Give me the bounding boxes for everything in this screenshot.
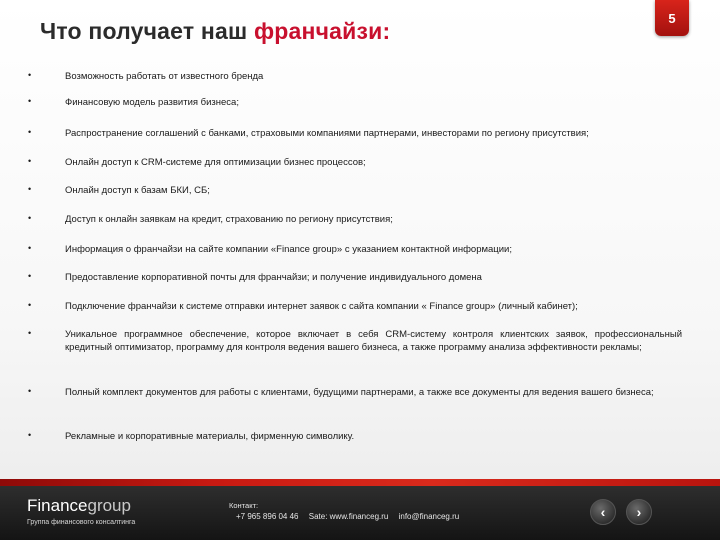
list-item bbox=[28, 184, 682, 197]
list-item-text: Рекламные и корпоративные материалы, фирменную символику. bbox=[65, 431, 355, 442]
logo-main: Finance bbox=[27, 496, 88, 515]
list-item bbox=[28, 213, 682, 226]
contact-email[interactable]: info@financeg.ru bbox=[398, 512, 460, 521]
chevron-right-icon: › bbox=[636, 504, 642, 520]
bullet: • bbox=[28, 328, 32, 338]
list-item bbox=[28, 127, 682, 140]
company-tagline: Группа финансового консалтинга bbox=[27, 519, 136, 526]
bullet: • bbox=[28, 213, 32, 223]
list-item bbox=[28, 430, 682, 443]
list-item-text: Уникальное программное обеспечение, которое включает в себя CRM-систему контроля клиентских заявок, профессиональный кредитный оптимизатор, программу для контроля ведения вашего бизнеса, а также программу анализа эффективности рекламы; bbox=[65, 329, 682, 353]
bullet: • bbox=[28, 243, 32, 253]
list-item bbox=[28, 156, 682, 169]
slide-title bbox=[40, 18, 390, 45]
list-item bbox=[28, 70, 682, 83]
bullet: • bbox=[28, 386, 32, 396]
contact-line bbox=[236, 512, 467, 521]
bullet: • bbox=[28, 184, 32, 194]
contact-site[interactable]: Sate: www.financeg.ru bbox=[308, 512, 389, 521]
bullet: • bbox=[28, 271, 32, 281]
next-slide-button[interactable] bbox=[626, 499, 652, 525]
list-item-text: Полный комплект документов для работы с клиентами, будущими партнерами, а также все документы для ведения вашего бизнеса; bbox=[65, 387, 654, 398]
list-item-text: Онлайн доступ к базам БКИ, СБ; bbox=[65, 185, 210, 196]
list-item-text: Распространение соглашений с банками, страховыми компаниями партнерами, инвесторами по региону присутствия; bbox=[65, 128, 589, 139]
bullet: • bbox=[28, 300, 32, 310]
company-logo bbox=[27, 496, 131, 516]
list-item-text: Доступ к онлайн заявкам на кредит, страхованию по региону присутствия; bbox=[65, 214, 393, 225]
list-item bbox=[28, 328, 682, 354]
list-item bbox=[28, 271, 682, 284]
page-number-badge: 5 bbox=[655, 0, 689, 36]
footer-accent-stripe bbox=[0, 479, 720, 486]
logo-group: group bbox=[87, 496, 131, 515]
title-prefix: Что получает наш bbox=[40, 18, 254, 44]
list-item-text: Финансовую модель развития бизнеса; bbox=[65, 97, 239, 108]
list-item bbox=[28, 300, 682, 313]
title-accent: франчайзи: bbox=[253, 18, 391, 44]
bullet: • bbox=[28, 156, 32, 166]
bullet: • bbox=[28, 70, 32, 80]
bullet: • bbox=[28, 430, 32, 440]
contact-label: Контакт: bbox=[229, 501, 259, 510]
list-item-text: Подключение франчайзи к системе отправки интернет заявок с сайта компании « Finance group» (личный кабинет); bbox=[65, 301, 578, 312]
list-item-text: Возможность работать от известного бренда bbox=[65, 71, 264, 82]
list-item bbox=[28, 386, 682, 399]
list-item bbox=[28, 96, 682, 109]
previous-slide-button[interactable] bbox=[590, 499, 616, 525]
list-item bbox=[28, 243, 682, 256]
list-item-text: Онлайн доступ к CRM-системе для оптимизации бизнес процессов; bbox=[65, 157, 366, 168]
list-item-text: Предоставление корпоративной почты для франчайзи; и получение индивидуального домена bbox=[65, 272, 482, 283]
chevron-left-icon: ‹ bbox=[600, 504, 606, 520]
bullet: • bbox=[28, 127, 32, 137]
list-item-text: Информация о франчайзи на сайте компании «Finance group» с указанием контактной информации; bbox=[65, 244, 513, 255]
contact-phone: +7 965 896 04 46 bbox=[236, 512, 299, 521]
bullet: • bbox=[28, 96, 32, 106]
